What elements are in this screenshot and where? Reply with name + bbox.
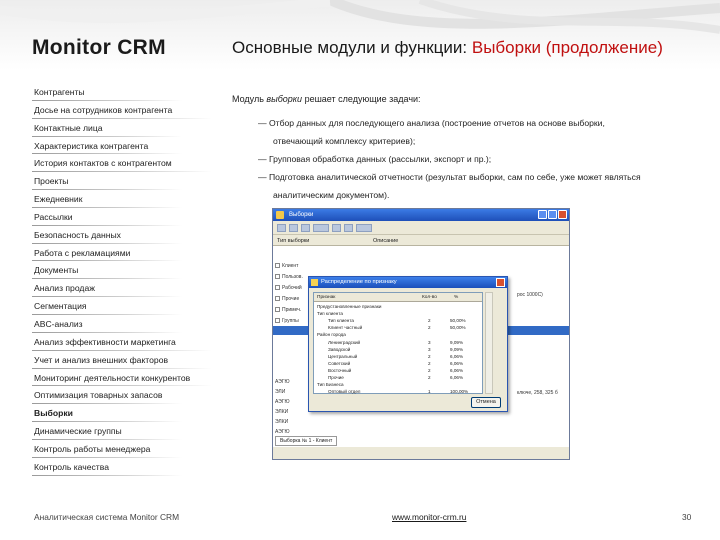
grid-cell-label: Советский [328,360,351,366]
toolbar-button[interactable] [313,224,329,232]
tree-label: Клиент [282,263,299,269]
task-item-cont: аналитическим документом). [273,190,390,200]
grid-cell-pct: 100,00% [450,389,469,395]
grid-cell-label: Оптовый отдел [328,389,361,395]
grid-cell-pct: 50,00% [450,318,466,324]
window-icon [276,211,284,219]
title-main: Основные модули и функции: [232,38,472,57]
grid-cell-label: Заводской [328,346,351,352]
tree-label: Прочие [282,296,300,302]
task-item: — Подготовка аналитической отчетности (результат выборки, сам по себе, уже может являться [258,172,641,182]
window-titlebar [273,209,569,221]
dialog-titlebar [309,277,507,288]
sidebar-item[interactable]: Рассылки [32,210,182,228]
dialog-icon [311,279,318,286]
sidebar-item[interactable]: Документы [32,263,182,281]
sidebar-item[interactable]: Контрагенты [32,85,182,103]
grid-cell-label: Клиент частный [328,325,363,331]
side-note: рос 1000С) [517,292,543,298]
sidebar-item[interactable]: ABC-анализ [32,317,182,335]
grid-cell-count: 2 [428,325,431,331]
tree-item[interactable] [275,262,333,271]
grid-col-count: Кол-во [422,295,437,300]
side-note: ключе, 258, 325 б [517,390,558,396]
task-item-cont: отвечающий комплексу критериев); [273,136,416,146]
tab-sample-1[interactable]: Выборка № 1 - Клиент [275,436,337,446]
expand-icon[interactable] [275,318,280,323]
dialog-title: Распределение по признаку [321,279,397,285]
intro-prefix: Модуль [232,94,267,104]
grid-cell-pct: 6,06% [450,367,464,373]
grid-header [314,293,482,302]
task-item: — Групповая обработка данных (рассылки, экспорт и пр.); [258,154,492,164]
grid-cell-count: 1 [428,389,431,395]
dialog-scrollbar[interactable] [485,292,493,394]
grid-cell-pct: 6,06% [450,360,464,366]
result-row[interactable]: ЭЛКИ [275,409,289,415]
screenshot-window [272,208,570,460]
distribution-dialog [308,276,508,412]
sidebar-item[interactable]: Динамические группы [32,424,182,442]
expand-icon[interactable] [275,307,280,312]
expand-icon[interactable] [275,274,280,279]
logo-text: Monitor CRM [32,36,166,59]
task-item: — Отбор данных для последующего анализа (построение отчетов на основе выборки, [258,118,605,128]
window-body [273,236,569,447]
grid-cell-label: Предустановленные признаки [317,304,382,309]
grid-cell-label: Прочие [328,375,344,380]
minimize-icon[interactable] [538,210,547,219]
sidebar-item[interactable]: Анализ эффективности маркетинга [32,335,182,353]
expand-icon[interactable] [275,296,280,301]
grid-row[interactable] [314,388,482,396]
tree-label: Пользов. [282,274,303,280]
toolbar-button[interactable] [277,224,286,232]
bottom-tabs [275,436,337,446]
maximize-icon[interactable] [548,210,557,219]
grid-cell-label: Район города [317,332,346,338]
sidebar-item[interactable]: Характеристика контрагента [32,139,182,157]
grid-cell-label: Тип клиента [328,318,354,324]
grid-col-pct: % [454,295,459,300]
sidebar-item[interactable]: Сегментация [32,299,182,317]
grid-cell-count: 3 [428,346,431,352]
sidebar-item[interactable]: Учет и анализ внешних факторов [32,353,182,371]
sidebar-item[interactable]: Выборки [32,406,182,424]
tree-label: Группы [282,318,299,324]
result-row[interactable]: АЭГЮ [275,379,290,385]
title-accent: Выборки (продолжение) [471,38,663,57]
sidebar-item[interactable]: Досье на сотрудников контрагента [32,103,182,121]
grid-cell-label: Ленинградский [328,339,361,345]
sidebar-item[interactable]: Мониторинг деятельности конкурентов [32,371,182,389]
grid-cell-count: 2 [428,375,431,380]
close-icon[interactable] [558,210,567,219]
grid-cell-label: Центральный [328,353,358,359]
toolbar-button[interactable] [289,224,298,232]
grid-cell-pct: 6,06% [450,375,464,380]
grid-cell-count: 2 [428,360,431,366]
sidebar-item[interactable]: Ежедневник [32,192,182,210]
logo [32,36,166,60]
expand-icon[interactable] [275,285,280,290]
sidebar-item[interactable]: История контактов с контрагентом [32,156,182,174]
grid-cell-count: 3 [428,339,431,345]
toolbar-button[interactable] [356,224,372,232]
dialog-grid [313,292,483,394]
result-row[interactable]: АЭГЮ [275,429,290,435]
grid-cell-count: 2 [428,367,431,373]
window-controls [538,210,567,219]
grid-cell-pct: 50,00% [450,325,466,331]
tree-label: Рабочий [282,285,302,291]
sidebar-item[interactable]: Безопасность данных [32,228,182,246]
toolbar-button[interactable] [332,224,341,232]
grid-cell-count: 2 [428,318,431,324]
grid-cell-count: 2 [428,353,431,359]
sidebar-item[interactable]: Оптимизация товарных запасов [32,388,182,406]
grid-cell-label: Тип клиента [317,311,343,317]
result-row[interactable]: АЭГЮ [275,399,290,405]
grid-cell-label: Тип Бизнеса [317,382,344,388]
expand-icon[interactable] [275,263,280,268]
intro-text [232,94,421,104]
grid-cell-pct: 9,09% [450,339,464,345]
col-type: Тип выборки [277,238,310,244]
page-title [232,38,663,58]
result-row[interactable]: ЭЛКИ [275,419,289,425]
result-row[interactable]: ЭЛИ [275,389,286,395]
sidebar-item[interactable]: Проекты [32,174,182,192]
column-header [273,236,569,246]
sidebar-item[interactable]: Работа с рекламациями [32,246,182,264]
grid-cell-label: Восточный [328,367,352,373]
sidebar-item[interactable]: Контроль качества [32,460,182,478]
intro-suffix: решает следующие задачи: [302,94,421,104]
page-number: 30 [682,512,692,522]
sidebar-menu [32,85,191,478]
footer-company: Аналитическая система Monitor CRM [34,512,180,522]
sidebar-item[interactable]: Контактные лица [32,121,182,139]
window-title: Выборки [289,212,314,218]
window-toolbar [273,221,569,235]
footer-link[interactable]: www.monitor-crm.ru [392,512,467,522]
toolbar-button[interactable] [301,224,310,232]
toolbar-button[interactable] [344,224,353,232]
grid-cell-pct: 9,09% [450,346,464,352]
sidebar-item[interactable]: Анализ продаж [32,281,182,299]
grid-col-name: Признак [317,295,336,300]
col-desc: Описание [373,238,399,244]
cancel-button[interactable]: Отмена [471,397,501,408]
tree-label: Примеч. [282,307,302,313]
intro-italic: выборки [266,94,303,104]
sidebar-item[interactable]: Контроль работы менеджера [32,442,182,460]
grid-cell-pct: 6,06% [450,353,464,359]
task-list [258,114,698,204]
dialog-close-icon[interactable] [496,278,505,287]
